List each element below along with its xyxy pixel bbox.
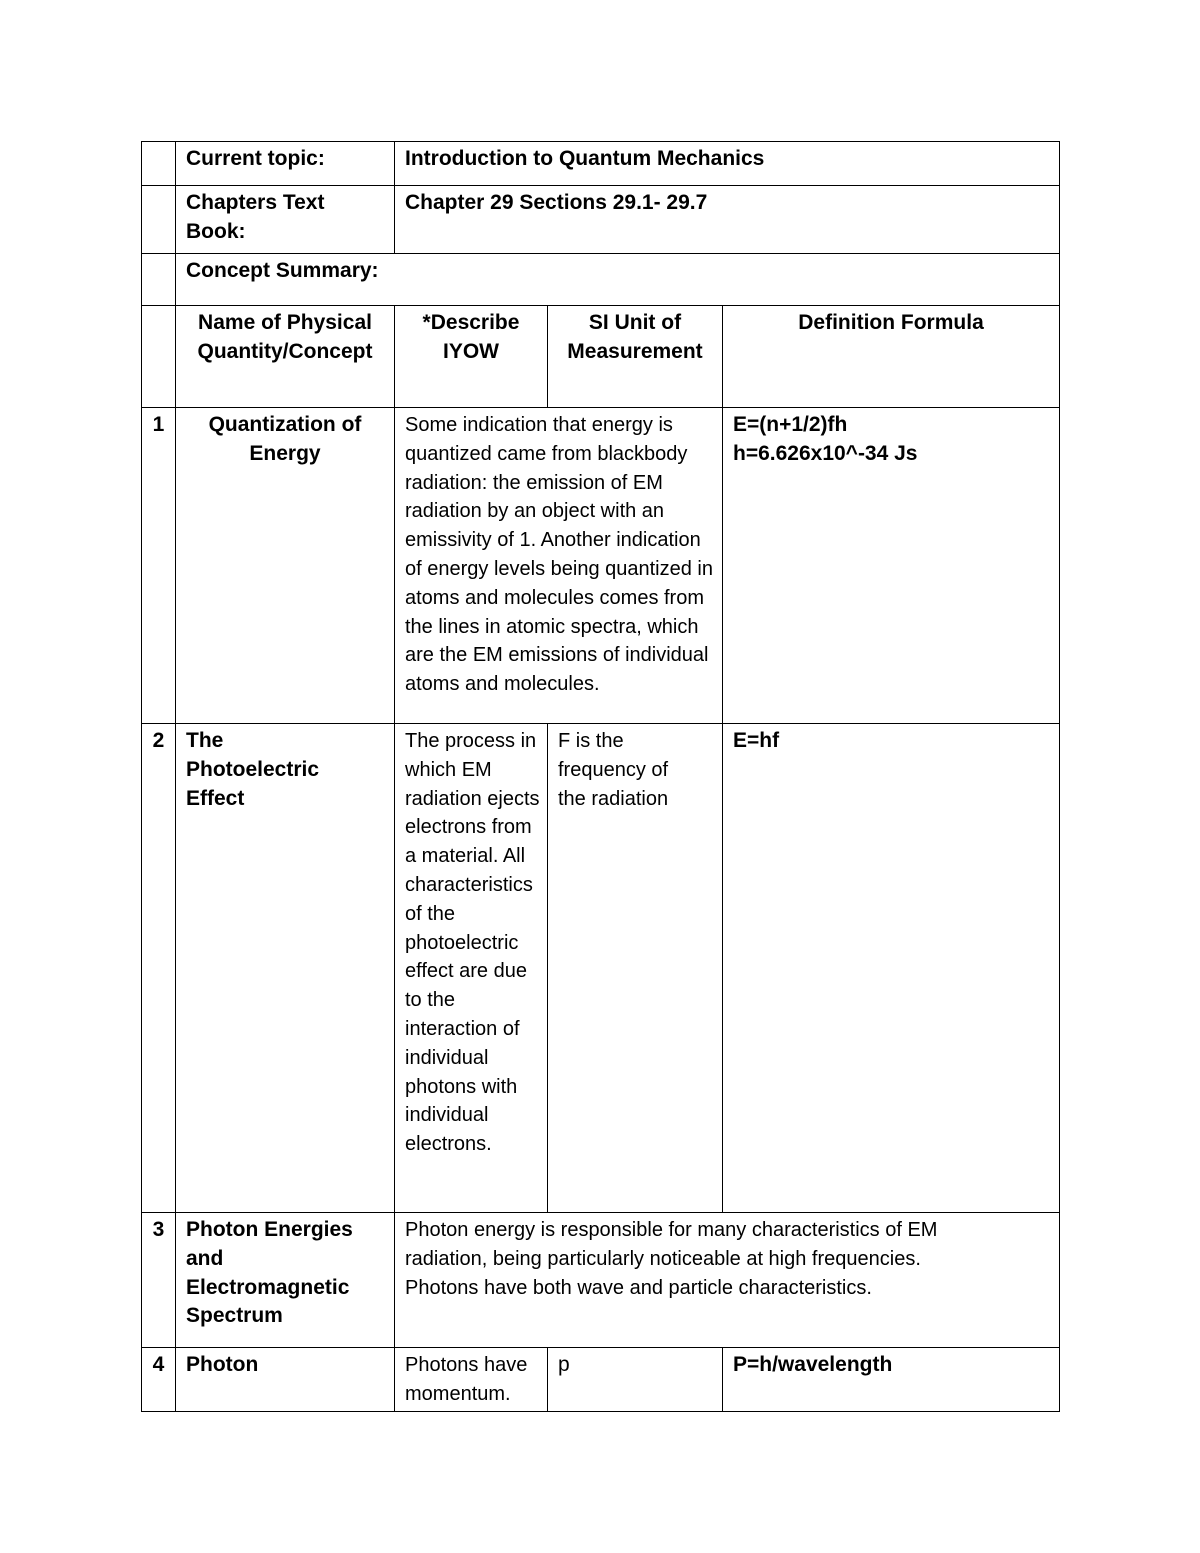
row-formula <box>723 408 1060 724</box>
formula-line: h=6.626x10^-34 Js <box>733 441 918 465</box>
row-si-unit: p <box>548 1348 723 1412</box>
chapters-row <box>142 186 1060 254</box>
row-number: 3 <box>142 1213 176 1348</box>
row-description: Photons have momentum. <box>395 1348 548 1412</box>
table-row <box>142 724 1060 1213</box>
row-description: Some indication that energy is quantized came from blackbody radiation: the emission of EM radiation by an object with an emissivity of 1. Another indication of energy levels being quantized in atoms and molecules comes from the lines in atomic spectra, which are the EM emissions of individual atoms and molecules. <box>395 408 723 724</box>
row-description: The process in which EM radiation ejects electrons from a material. All characteristics of the photoelectric effect are due to the interaction of individual photons with individual electrons. <box>395 724 548 1213</box>
column-header-formula: Definition Formula <box>723 306 1060 408</box>
row-formula: E=hf <box>723 724 1060 1213</box>
current-topic-label: Current topic: <box>176 142 395 186</box>
row-formula: P=h/wavelength <box>723 1348 1060 1412</box>
empty-number-cell <box>142 254 176 306</box>
row-number: 1 <box>142 408 176 724</box>
empty-number-cell <box>142 142 176 186</box>
row-si-unit: F is the frequency of the radiation <box>548 724 723 1213</box>
table-row <box>142 1213 1060 1348</box>
table-row <box>142 408 1060 724</box>
empty-number-cell <box>142 306 176 408</box>
row-name: The Photoelectric Effect <box>176 724 395 1213</box>
concept-summary-table <box>141 141 1060 1412</box>
row-name: Photon <box>176 1348 395 1412</box>
column-header-row <box>142 306 1060 408</box>
row-name: Quantization of Energy <box>176 408 395 724</box>
chapters-label: Chapters Text Book: <box>176 186 395 254</box>
row-number: 2 <box>142 724 176 1213</box>
column-header-name: Name of Physical Quantity/Concept <box>176 306 395 408</box>
concept-summary-row <box>142 254 1060 306</box>
chapters-value: Chapter 29 Sections 29.1- 29.7 <box>395 186 1060 254</box>
current-topic-row <box>142 142 1060 186</box>
column-header-si-unit: SI Unit of Measurement <box>548 306 723 408</box>
row-name: Photon Energies and Electromagnetic Spectrum <box>176 1213 395 1348</box>
column-header-describe: *Describe IYOW <box>395 306 548 408</box>
current-topic-value: Introduction to Quantum Mechanics <box>395 142 1060 186</box>
table-row <box>142 1348 1060 1412</box>
row-number: 4 <box>142 1348 176 1412</box>
concept-summary-label: Concept Summary: <box>176 254 1060 306</box>
formula-line: E=(n+1/2)fh <box>733 413 848 436</box>
row-description: Photon energy is responsible for many characteristics of EM radiation, being particularly noticeable at high frequencies. Photons have both wave and particle characteristics. <box>395 1213 1060 1348</box>
empty-number-cell <box>142 186 176 254</box>
